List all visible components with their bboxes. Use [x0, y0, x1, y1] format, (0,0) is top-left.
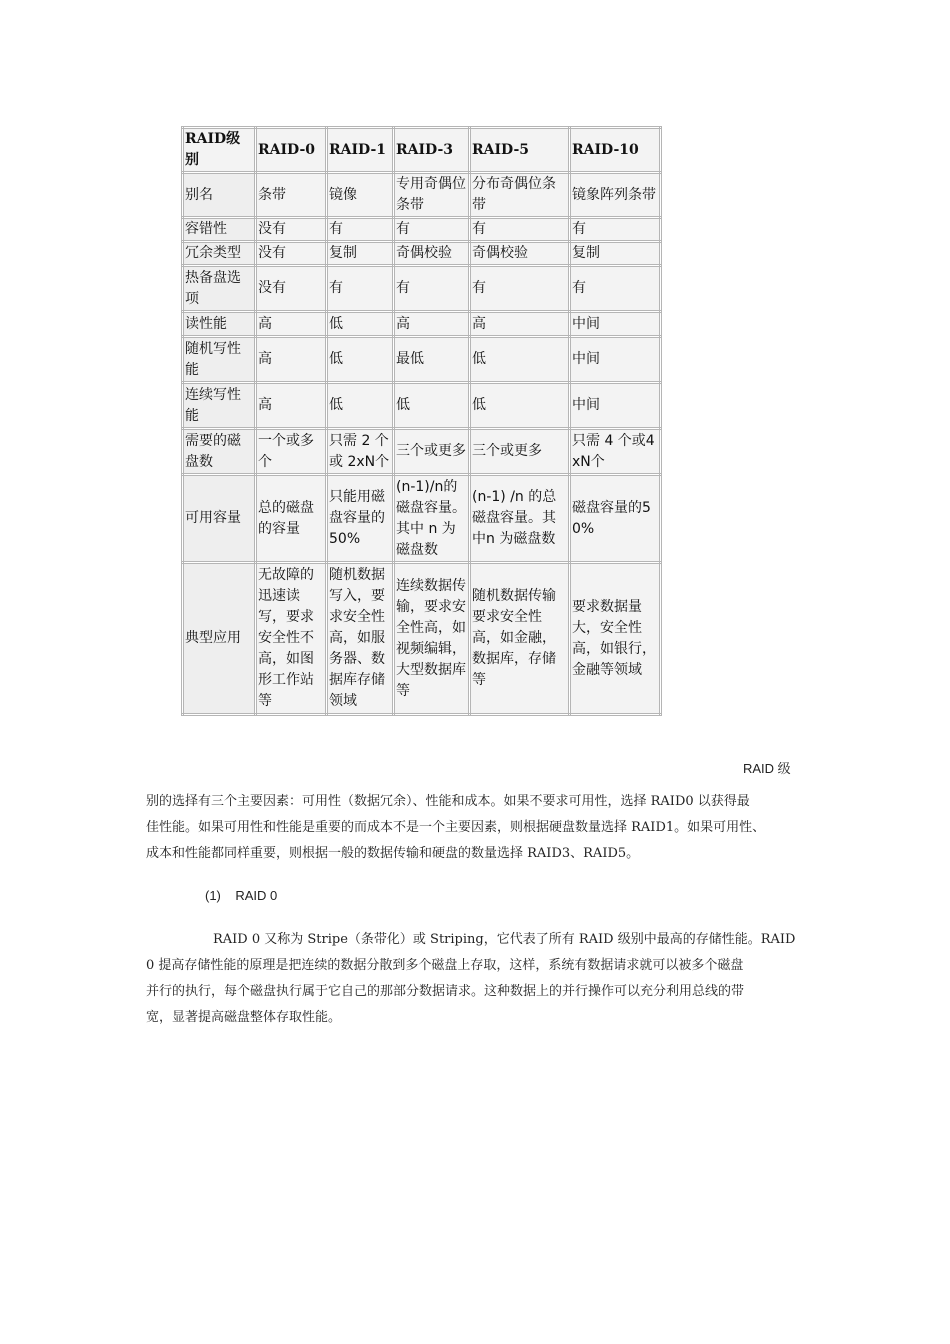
- table-cell: 总的磁盘的容量: [256, 475, 327, 563]
- table-cell: 低: [327, 312, 394, 337]
- paragraph-2-line-4: 宽，显著提高磁盘整体存取性能。: [146, 1010, 342, 1025]
- table-cell: 有: [327, 266, 394, 312]
- table-cell: 三个或更多: [470, 429, 570, 475]
- table-cell: 有: [394, 266, 470, 312]
- row-label: 随机写性能: [183, 337, 256, 383]
- header-cell: RAID-10: [570, 128, 661, 173]
- table-cell: (n-1) /n 的总磁盘容量。其中n 为磁盘数: [470, 475, 570, 563]
- table-cell: 只需 2 个或 2xN个: [327, 429, 394, 475]
- table-cell: 有: [470, 218, 570, 242]
- table-cell: 有: [570, 266, 661, 312]
- table-cell: (n-1)/n的磁盘容量。其中 n 为磁盘数: [394, 475, 470, 563]
- table-cell: 复制: [570, 242, 661, 266]
- header-cell: RAID级别: [183, 128, 256, 173]
- row-label: 热备盘选项: [183, 266, 256, 312]
- table-cell: 高: [256, 383, 327, 429]
- table-cell: 没有: [256, 242, 327, 266]
- header-cell: RAID-0: [256, 128, 327, 173]
- header-cell: RAID-1: [327, 128, 394, 173]
- row-label: 读性能: [183, 312, 256, 337]
- table-cell: 三个或更多: [394, 429, 470, 475]
- table-cell: 磁盘容量的50%: [570, 475, 661, 563]
- paragraph-2-line-1: RAID 0 又称为 Stripe（条带化）或 Striping，它代表了所有 RAID 级别中最高的存储性能。RAID: [213, 932, 796, 947]
- table-cell: 高: [256, 312, 327, 337]
- table-cell: 要求数据量大，安全性高，如银行，金融等领域: [570, 563, 661, 715]
- table-cell: 无故障的迅速读写，要求安全性不高，如图形工作站等: [256, 563, 327, 715]
- row-label: 别名: [183, 173, 256, 218]
- table-row: [183, 337, 661, 383]
- table-cell: 有: [394, 218, 470, 242]
- table-cell: 只需 4 个或4xN个: [570, 429, 661, 475]
- table-cell: 连续数据传输，要求安全性高，如视频编辑，大型数据库等: [394, 563, 470, 715]
- row-label: 需要的磁盘数: [183, 429, 256, 475]
- table-cell: 中间: [570, 337, 661, 383]
- table-cell: 中间: [570, 383, 661, 429]
- table-cell: 有: [470, 266, 570, 312]
- table-cell: 中间: [570, 312, 661, 337]
- table-cell: 低: [470, 337, 570, 383]
- row-label: 可用容量: [183, 475, 256, 563]
- table-cell: 低: [327, 337, 394, 383]
- table-row: [183, 173, 661, 218]
- row-label: 容错性: [183, 218, 256, 242]
- table-cell: 分布奇偶位条带: [470, 173, 570, 218]
- header-cell: RAID-5: [470, 128, 570, 173]
- table-cell: 专用奇偶位条带: [394, 173, 470, 218]
- table-cell: 镜像: [327, 173, 394, 218]
- table-cell: 低: [470, 383, 570, 429]
- table-cell: 高: [256, 337, 327, 383]
- table-row: [183, 429, 661, 475]
- table-row: [183, 312, 661, 337]
- table-cell: 有: [327, 218, 394, 242]
- paragraph-1-line-3: 佳性能。如果可用性和性能是重要的而成本不是一个主要因素，则根据硬盘数量选择 RAID1。如果可用性、: [146, 820, 766, 835]
- table-cell: 随机数据传输要求安全性高，如金融，数据库，存储等: [470, 563, 570, 715]
- table-row: [183, 383, 661, 429]
- paragraph-2-line-3: 并行的执行，每个磁盘执行属于它自己的那部分数据请求。这种数据上的并行操作可以充分利用总线的带: [146, 984, 745, 999]
- table-header-row: [183, 128, 661, 173]
- table-cell: 一个或多个: [256, 429, 327, 475]
- table-cell: 随机数据写入，要求安全性高，如服务器、数据库存储领域: [327, 563, 394, 715]
- table-cell: 没有: [256, 218, 327, 242]
- table-cell: 只能用磁盘容量的50%: [327, 475, 394, 563]
- paragraph-1-line-4: 成本和性能都同样重要，则根据一般的数据传输和硬盘的数量选择 RAID3、RAID5。: [146, 846, 640, 861]
- paragraph-1-tail: RAID 级: [743, 761, 791, 776]
- table-cell: 奇偶校验: [394, 242, 470, 266]
- row-label: 连续写性能: [183, 383, 256, 429]
- table-cell: 奇偶校验: [470, 242, 570, 266]
- table-cell: 复制: [327, 242, 394, 266]
- table-cell: 高: [470, 312, 570, 337]
- table-row: [183, 563, 661, 715]
- header-cell: RAID-3: [394, 128, 470, 173]
- paragraph-1-line-2: 别的选择有三个主要因素：可用性（数据冗余）、性能和成本。如果不要求可用性，选择 RAID0 以获得最: [146, 794, 750, 809]
- table-row: [183, 242, 661, 266]
- raid-comparison-table: [181, 126, 662, 716]
- table-row: [183, 475, 661, 563]
- table-cell: 有: [570, 218, 661, 242]
- table-cell: 低: [327, 383, 394, 429]
- table-row: [183, 218, 661, 242]
- table-cell: 镜象阵列条带: [570, 173, 661, 218]
- table-cell: 低: [394, 383, 470, 429]
- table-cell: 没有: [256, 266, 327, 312]
- table-row: [183, 266, 661, 312]
- row-label: 冗余类型: [183, 242, 256, 266]
- row-label: 典型应用: [183, 563, 256, 715]
- table-cell: 条带: [256, 173, 327, 218]
- paragraph-2-line-2: 0 提高存储性能的原理是把连续的数据分散到多个磁盘上存取，这样，系统有数据请求就可以被多个磁盘: [146, 958, 744, 973]
- table-cell: 高: [394, 312, 470, 337]
- table-cell: 最低: [394, 337, 470, 383]
- section-heading: (1) RAID 0: [205, 888, 278, 903]
